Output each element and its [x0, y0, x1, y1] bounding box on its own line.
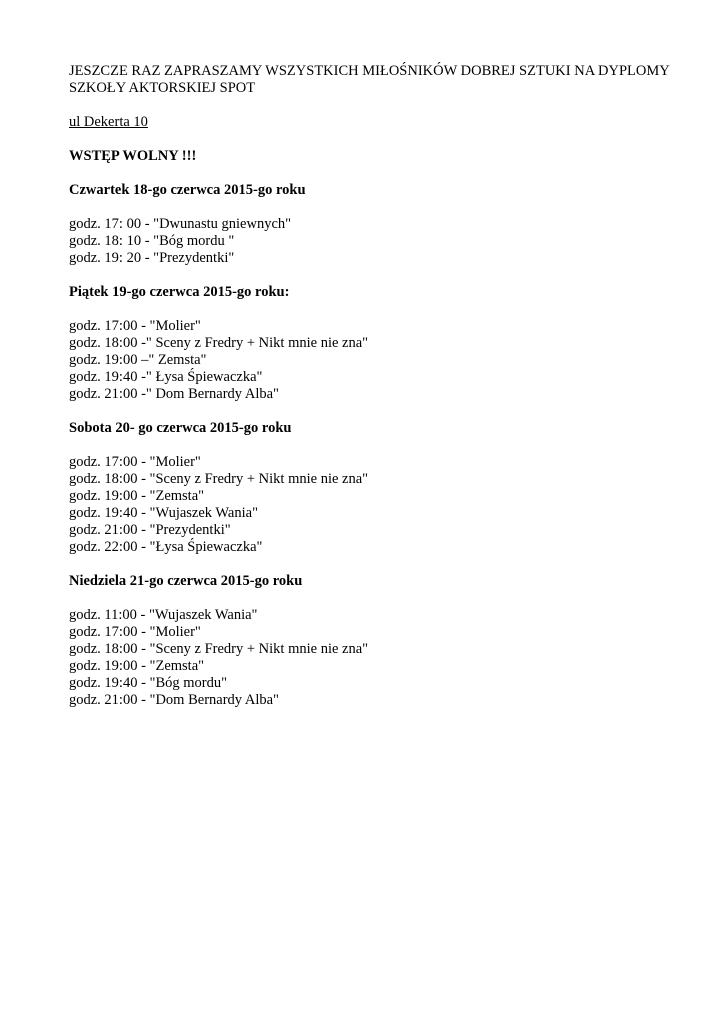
day-section-sunday — [69, 573, 689, 709]
show-item: godz. 17:00 - "Molier" — [69, 624, 201, 640]
show-item: godz. 19:00 –" Zemsta" — [69, 352, 207, 368]
show-item: godz. 18: 10 - "Bóg mordu " — [69, 233, 235, 249]
show-item: godz. 19: 20 - "Prezydentki" — [69, 250, 235, 266]
day-section-friday — [69, 284, 689, 403]
show-item: godz. 21:00 -" Dom Bernardy Alba" — [69, 386, 279, 402]
show-item: godz. 19:00 - "Zemsta" — [69, 658, 205, 674]
show-item: godz. 22:00 - "Łysa Śpiewaczka" — [69, 539, 263, 555]
show-list — [69, 454, 689, 556]
show-item: godz. 21:00 - "Dom Bernardy Alba" — [69, 692, 279, 708]
document-page — [69, 63, 689, 709]
day-heading: Piątek 19-go czerwca 2015-go roku: — [69, 284, 290, 300]
show-item: godz. 21:00 - "Prezydentki" — [69, 522, 231, 538]
show-item: godz. 17:00 - "Molier" — [69, 454, 201, 470]
intro-text: JESZCZE RAZ ZAPRASZAMY WSZYSTKICH MIŁOŚNIKÓW DOBREJ SZTUKI NA DYPLOMY SZKOŁY AKTORSKIEJ SPOT — [69, 63, 670, 96]
show-list — [69, 318, 689, 403]
show-item: godz. 19:00 - "Zemsta" — [69, 488, 205, 504]
day-section-thursday — [69, 182, 689, 267]
free-entry-text: WSTĘP WOLNY !!! — [69, 148, 197, 164]
show-item: godz. 19:40 -" Łysa Śpiewaczka" — [69, 369, 263, 385]
show-item: godz. 17:00 - "Molier" — [69, 318, 201, 334]
show-item: godz. 19:40 - "Bóg mordu" — [69, 675, 228, 691]
show-item: godz. 19:40 - "Wujaszek Wania" — [69, 505, 259, 521]
show-item: godz. 18:00 - "Sceny z Fredry + Nikt mnie nie zna" — [69, 471, 369, 487]
show-list — [69, 607, 689, 709]
show-item: godz. 11:00 - "Wujaszek Wania" — [69, 607, 258, 623]
show-list — [69, 216, 689, 267]
day-section-saturday — [69, 420, 689, 556]
day-heading: Czwartek 18-go czerwca 2015-go roku — [69, 182, 306, 198]
address-text: ul Dekerta 10 — [69, 114, 148, 130]
show-item: godz. 17: 00 - "Dwunastu gniewnych" — [69, 216, 292, 232]
show-item: godz. 18:00 -" Sceny z Fredry + Nikt mnie nie zna" — [69, 335, 369, 351]
day-heading: Niedziela 21-go czerwca 2015-go roku — [69, 573, 303, 589]
day-heading: Sobota 20- go czerwca 2015-go roku — [69, 420, 292, 436]
show-item: godz. 18:00 - "Sceny z Fredry + Nikt mnie nie zna" — [69, 641, 369, 657]
